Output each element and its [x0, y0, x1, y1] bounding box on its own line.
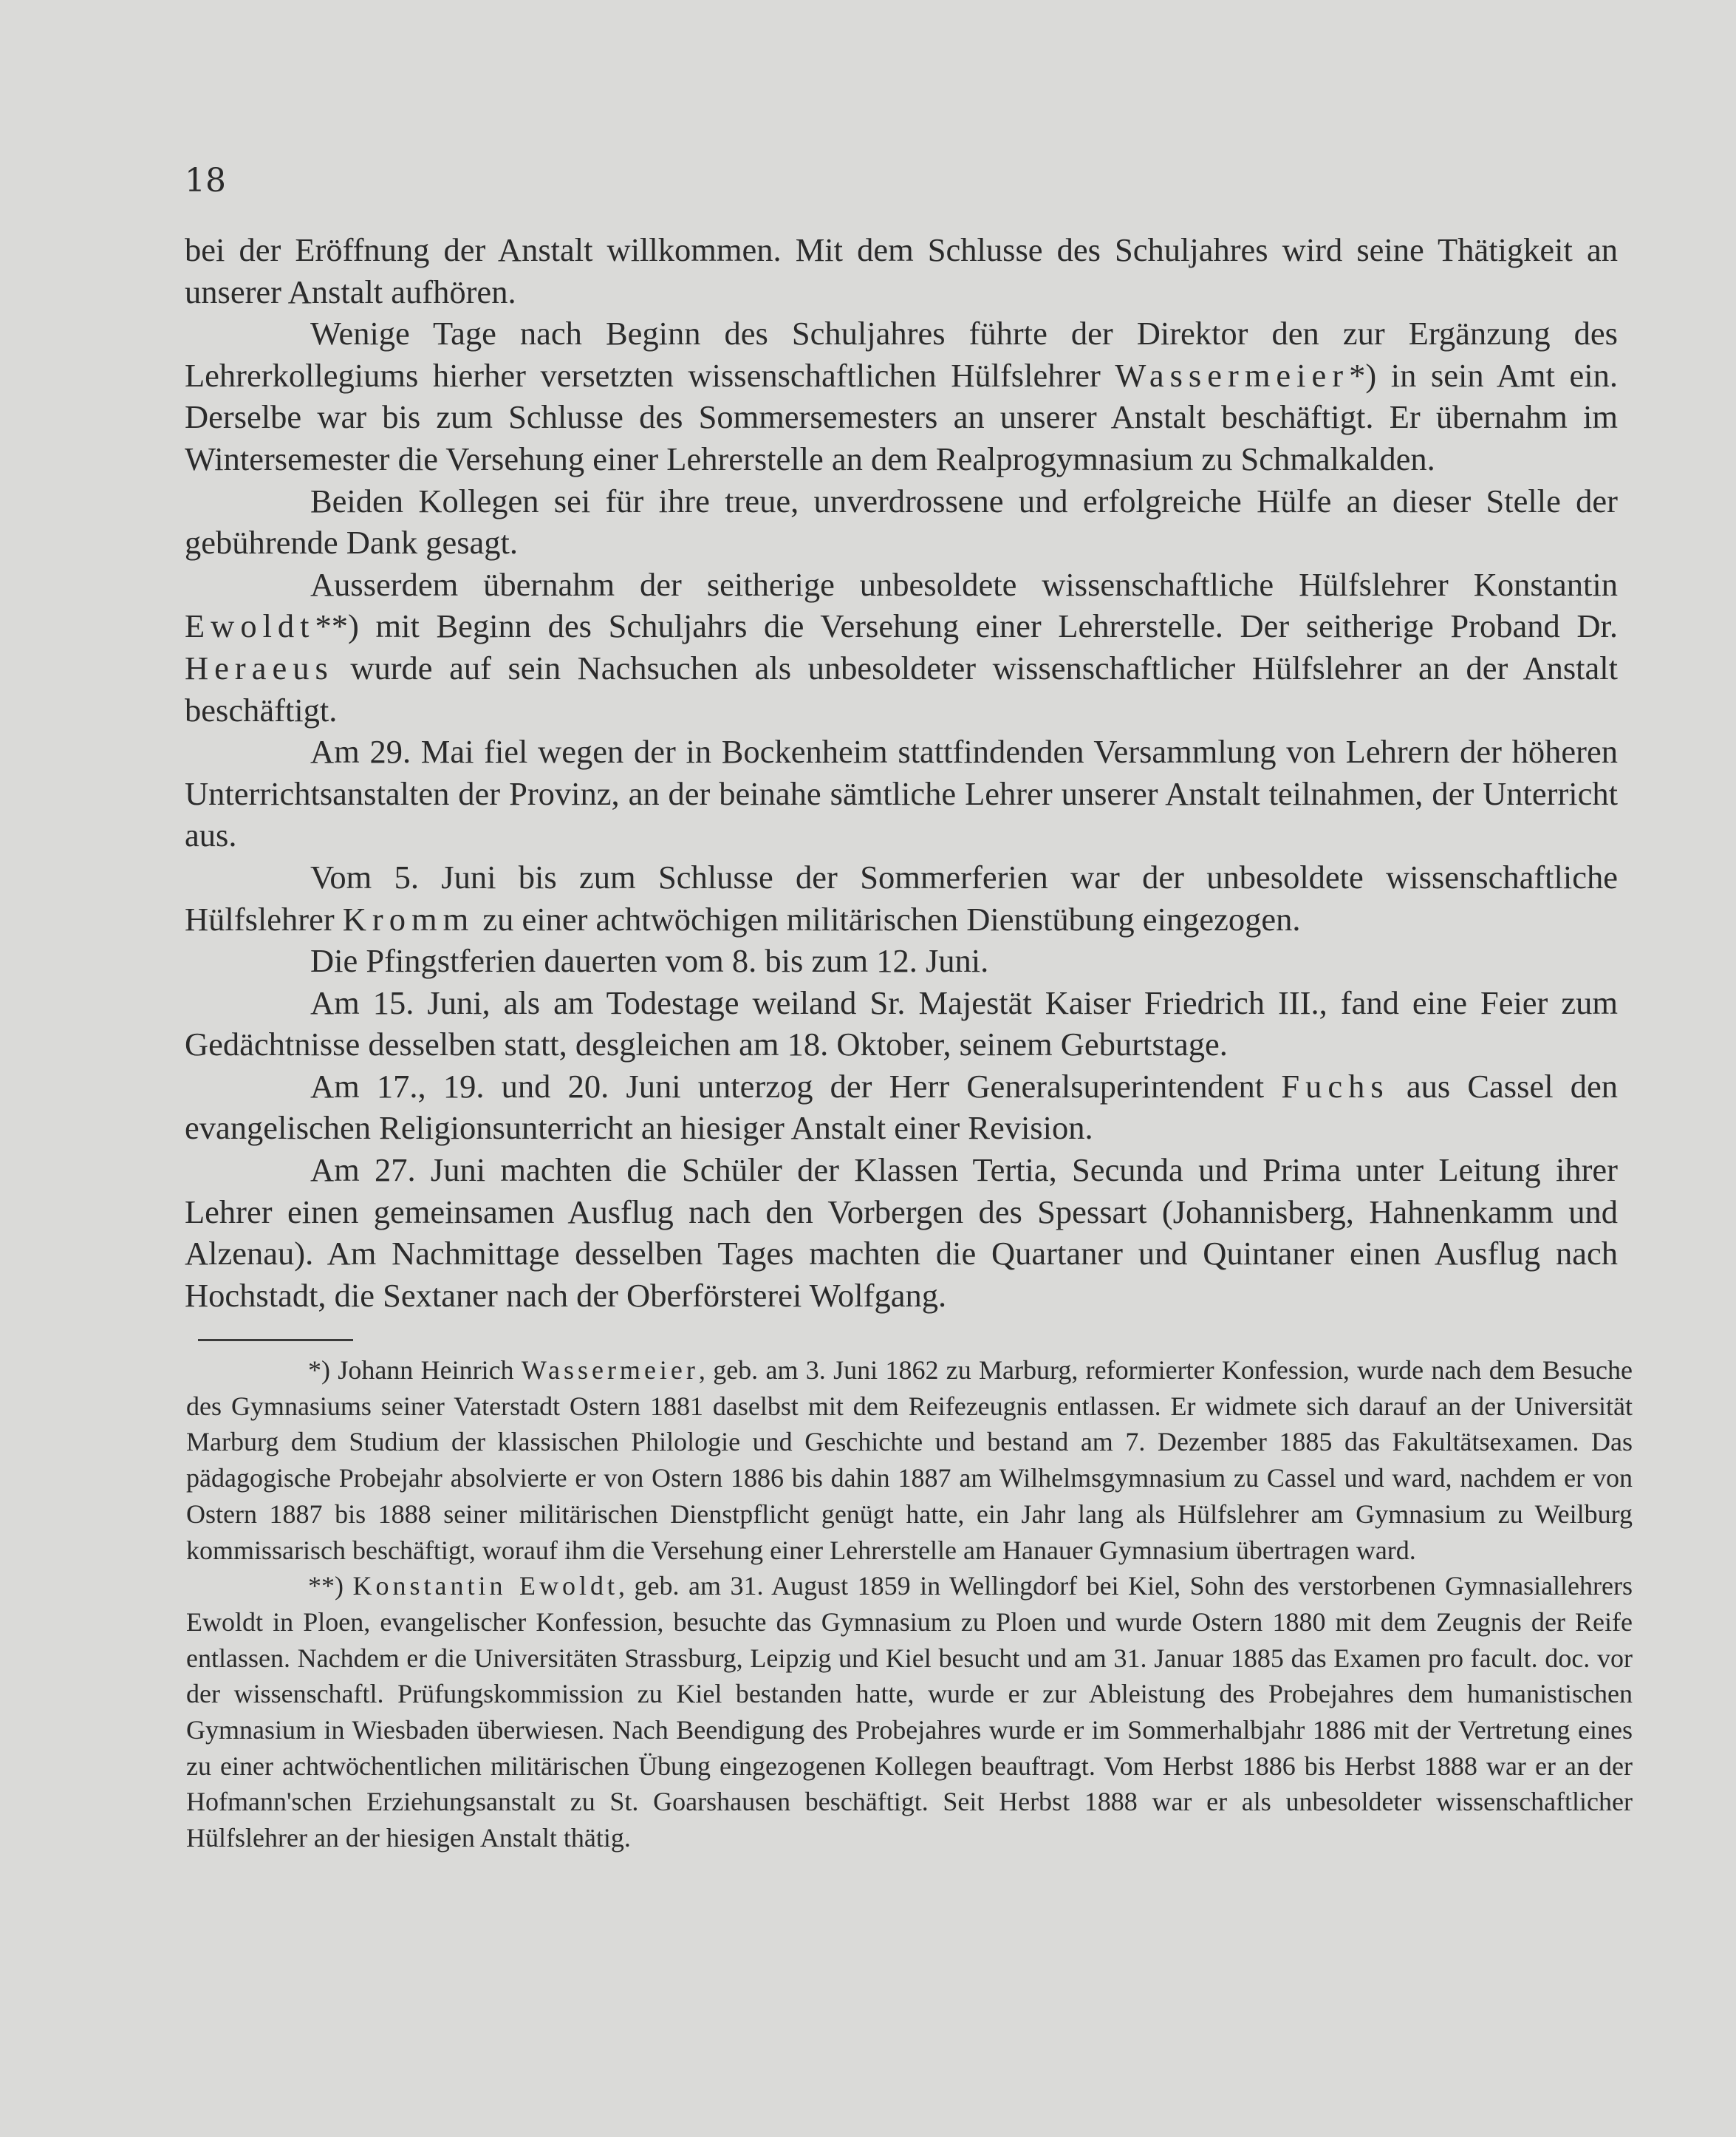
text-run: **) mit Beginn des Schuljahrs die Versehung einer Lehrerstelle. Der seitherige Proband Dr. [315, 607, 1618, 645]
text-run: Ausserdem übernahm der seitherige unbesoldete wissenschaftliche Hülfslehrer Konstantin [310, 565, 1618, 603]
text-run: Am 27. Juni machten die Schüler der Klassen Tertia, Secunda und Prima unter Leitung ihrer Lehrer einen gemeinsamen Ausflug nach den Vorbergen des Spessart (Johannisberg, Hahnenkamm und Alzenau). Am Nachmittage desselben Tages machten die Quartaner und Quintaner einen Ausflug nach Hochstadt, die Sextaner nach der Oberförsterei Wolfgang. [185, 1151, 1618, 1314]
body-paragraph [185, 940, 1618, 982]
footnote [186, 1568, 1633, 1856]
body-paragraph [185, 731, 1618, 856]
text-run: *) in sein Amt ein. Derselbe war bis zum Schlusse des Sommersemesters an unserer Anstalt beschäftigt. Er übernahm im Wintersemester die Versehung einer Lehrerstelle an dem Realprogymnasium zu Schmalkalden. [185, 356, 1618, 477]
spaced-name: Kromm [342, 900, 475, 938]
text-run: , geb. am 31. August 1859 in Wellingdorf bei Kiel, Sohn des verstorbenen Gymnasiallehrers Ewoldt in Ploen, evangelischer Konfession, besuchte das Gymnasium zu Ploen und wurde Ostern 1880 mit dem Zeugnis der Reife entlassen. Nachdem er die Universitäten Strassburg, Leipzig und Kiel besucht und am 31. Januar 1885 das Examen pro facult. doc. vor der wissenschaftl. Prüfungskommission zu Kiel bestanden hatte, wurde er zur Ableistung des Probejahres dem humanistischen Gymnasium in Wiesbaden überwiesen. Nach Beendigung des Probejahres wurde er im Sommerhalbjahr 1886 mit der Vertretung eines zu einer achtwöchentlichen militärischen Übung eingezogenen Kollegen beauftragt. Vom Herbst 1886 bis Herbst 1888 war er an der Hofmann'schen Erziehungsanstalt zu St. Goarshausen beschäftigt. Seit Herbst 1888 war er als unbesoldeter wissenschaftlicher Hülfslehrer an der hiesigen Anstalt thätig. [186, 1571, 1633, 1853]
text-run: zu einer achtwöchigen militärischen Dienstübung eingezogen. [474, 900, 1301, 938]
body-paragraph [185, 856, 1618, 940]
body-paragraph [185, 229, 1618, 313]
body-paragraph [185, 1066, 1618, 1149]
body-paragraph [185, 313, 1618, 480]
footnotes [186, 1352, 1633, 1856]
body-text [185, 229, 1618, 1316]
spaced-name: Fuchs [1281, 1067, 1390, 1105]
text-run: aus Cassel den evangelischen Religionsunterricht an hiesiger Anstalt einer Revision. [185, 1067, 1618, 1147]
body-paragraph [185, 982, 1618, 1066]
footnote-separator [198, 1339, 353, 1341]
spaced-name: Wassermeier [1115, 356, 1350, 394]
footnote [186, 1352, 1633, 1568]
spaced-name: Wassermeier [521, 1355, 699, 1385]
text-run: Am 15. Juni, als am Todestage weiland Sr. Majestät Kaiser Friedrich III., fand eine Feier zum Gedächtnisse desselben statt, desgleichen am 18. Oktober, seinem Geburtstage. [185, 984, 1618, 1063]
body-paragraph [185, 564, 1618, 731]
text-run: Wenige Tage nach Beginn des Schuljahres führte der Direktor den zur Ergänzung des Lehrerkollegiums hierher versetzten wissenschaftlichen Hülfslehrer [185, 315, 1618, 394]
page-number: 18 [185, 162, 226, 200]
body-paragraph [185, 1149, 1618, 1316]
text-run: Am 29. Mai fiel wegen der in Bockenheim stattfindenden Versammlung von Lehrern der höheren Unterrichtsanstalten der Provinz, an der beinahe sämtliche Lehrer unserer Anstalt teilnahmen, der Unterricht aus. [185, 733, 1618, 854]
text-run: Die Pfingstferien dauerten vom 8. bis zum 12. Juni. [310, 942, 989, 980]
text-run: bei der Eröffnung der Anstalt willkommen. Mit dem Schlusse des Schuljahres wird seine Thätigkeit an unserer Anstalt aufhören. [185, 231, 1618, 310]
text-run: , geb. am 3. Juni 1862 zu Marburg, reformierter Konfession, wurde nach dem Besuche des Gymnasiums seiner Vaterstadt Ostern 1881 daselbst mit dem Reifezeugnis entlassen. Er widmete sich darauf an der Universität Marburg dem Studium der klassischen Philologie und Geschichte und bestand am 7. Dezember 1885 das Fakultätsexamen. Das pädagogische Probejahr absolvierte er von Ostern 1886 bis dahin 1887 am Wilhelmsgymnasium zu Cassel und ward, nachdem er von Ostern 1887 bis 1888 seiner militärischen Dienstpflicht genügt hatte, ein Jahr lang als Hülfslehrer am Gymnasium zu Weilburg kommissarisch beschäftigt, worauf ihm die Versehung einer Lehrerstelle am Hanauer Gymnasium übertragen ward. [186, 1355, 1633, 1565]
text-run: wurde auf sein Nachsuchen als unbesoldeter wissenschaftlicher Hülfslehrer an der Anstalt beschäftigt. [185, 649, 1618, 729]
text-run: Am 17., 19. und 20. Juni unterzog der Herr Generalsuperintendent [310, 1067, 1282, 1105]
text-run: *) Johann Heinrich [308, 1355, 522, 1385]
spaced-name: Heraeus [185, 649, 334, 686]
text-run: **) [308, 1571, 353, 1601]
spaced-name: Ewoldt [185, 607, 315, 645]
text-run: Beiden Kollegen sei für ihre treue, unverdrossene und erfolgreiche Hülfe an dieser Stelle der gebührende Dank gesagt. [185, 482, 1618, 562]
spaced-name: Konstantin Ewoldt [352, 1571, 619, 1601]
body-paragraph [185, 480, 1618, 564]
text-run: Vom 5. Juni bis zum Schlusse der Sommerferien war der unbesoldete wissenschaftliche Hülfslehrer [185, 858, 1618, 938]
